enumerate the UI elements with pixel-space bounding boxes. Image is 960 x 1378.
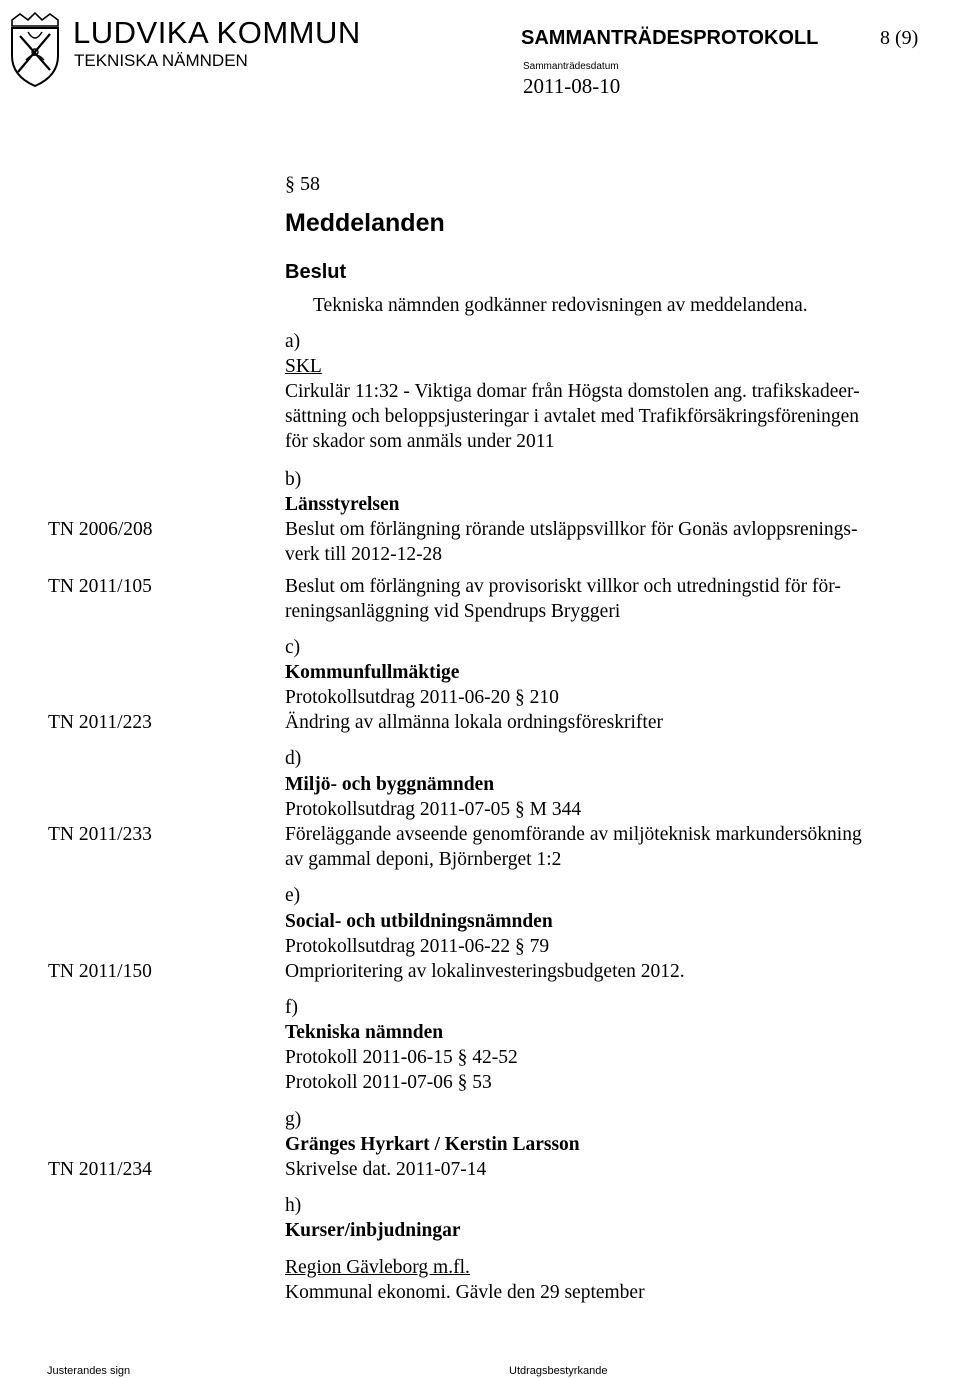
item-b-sender: Länsstyrelsen	[285, 494, 400, 515]
item-e-line-1: Omprioritering av lokalinvesteringsbudgeten 2012.	[285, 961, 685, 982]
footer-extract-verification-label: Utdragsbestyrkande	[509, 1365, 608, 1377]
meeting-date: 2011-08-10	[523, 74, 621, 98]
item-c-protocol: Protokollsutdrag 2011-06-20 § 210	[285, 687, 559, 708]
item-a-line-2: sättning och beloppsjusteringar i avtalet med Trafikförsäkringsföreningen	[285, 406, 860, 427]
item-a-line-3: för skador som anmäls under 2011	[285, 431, 555, 452]
item-b-entry-1-reference: TN 2006/208	[48, 519, 153, 540]
item-e-sender: Social- och utbildningsnämnden	[285, 911, 553, 932]
item-d-letter: d)	[285, 748, 302, 769]
item-b-entry-1-line-1: Beslut om förlängning rörande utsläppsvillkor för Gonäs avloppsrenings-	[285, 519, 858, 540]
item-h-letter: h)	[285, 1195, 302, 1216]
item-d-reference: TN 2011/233	[48, 824, 152, 845]
item-d-protocol: Protokollsutdrag 2011-07-05 § M 344	[285, 799, 582, 820]
item-g-reference: TN 2011/234	[48, 1159, 152, 1180]
item-c-sender: Kommunfullmäktige	[285, 662, 460, 683]
page-number: 8 (9)	[880, 27, 919, 49]
item-h-sub-sender: Region Gävleborg m.fl.	[285, 1257, 470, 1278]
committee-name: TEKNISKA NÄMNDEN	[74, 51, 248, 70]
item-b-entry-1-line-2: verk till 2012-12-28	[285, 544, 443, 565]
item-b-entry-2-line-1: Beslut om förlängning av provisoriskt villkor och utredningstid för för-	[285, 576, 841, 597]
item-b-entry-2-line-2: reningsanläggning vid Spendrups Bryggeri	[285, 601, 621, 622]
item-a-sender: SKL	[285, 356, 322, 377]
document-title: SAMMANTRÄDESPROTOKOLL	[521, 27, 819, 49]
decision-text: Tekniska nämnden godkänner redovisningen av meddelandena.	[313, 295, 808, 316]
item-b-entry-2-reference: TN 2011/105	[48, 576, 152, 597]
item-f-line-2: Protokoll 2011-07-06 § 53	[285, 1072, 492, 1093]
item-f-letter: f)	[285, 997, 298, 1018]
item-b-letter: b)	[285, 469, 302, 490]
municipality-name: LUDVIKA KOMMUN	[73, 15, 361, 50]
footer-adjuster-signature-label: Justerandes sign	[47, 1365, 131, 1377]
item-e-protocol: Protokollsutdrag 2011-06-22 § 79	[285, 936, 550, 957]
item-g-letter: g)	[285, 1109, 302, 1130]
section-heading: Meddelanden	[285, 209, 445, 237]
item-d-line-2: av gammal deponi, Björnberget 1:2	[285, 849, 562, 870]
item-d-line-1: Föreläggande avseende genomförande av miljöteknisk markundersökning	[285, 824, 862, 845]
item-e-reference: TN 2011/150	[48, 961, 152, 982]
item-d-sender: Miljö- och byggnämnden	[285, 774, 495, 795]
item-g-sender: Gränges Hyrkart / Kerstin Larsson	[285, 1134, 580, 1155]
item-c-reference: TN 2011/223	[48, 712, 152, 733]
item-h-line-1: Kommunal ekonomi. Gävle den 29 september	[285, 1282, 645, 1303]
item-g-line-1: Skrivelse dat. 2011-07-14	[285, 1159, 487, 1180]
item-f-sender: Tekniska nämnden	[285, 1022, 444, 1043]
item-e-letter: e)	[285, 885, 301, 906]
decision-heading: Beslut	[285, 261, 347, 283]
item-f-line-1: Protokoll 2011-06-15 § 42-52	[285, 1047, 518, 1068]
item-c-line-1: Ändring av allmänna lokala ordningsföreskrifter	[285, 712, 663, 733]
item-a-line-1: Cirkulär 11:32 - Viktiga domar från Högsta domstolen ang. trafikskadeer-	[285, 381, 860, 402]
item-a-letter: a)	[285, 331, 301, 352]
item-h-sender: Kurser/inbjudningar	[285, 1220, 461, 1241]
paragraph-number: § 58	[285, 173, 320, 195]
meeting-date-label: Sammanträdesdatum	[523, 61, 619, 72]
item-c-letter: c)	[285, 637, 301, 658]
municipal-coat-of-arms-icon	[6, 10, 64, 88]
